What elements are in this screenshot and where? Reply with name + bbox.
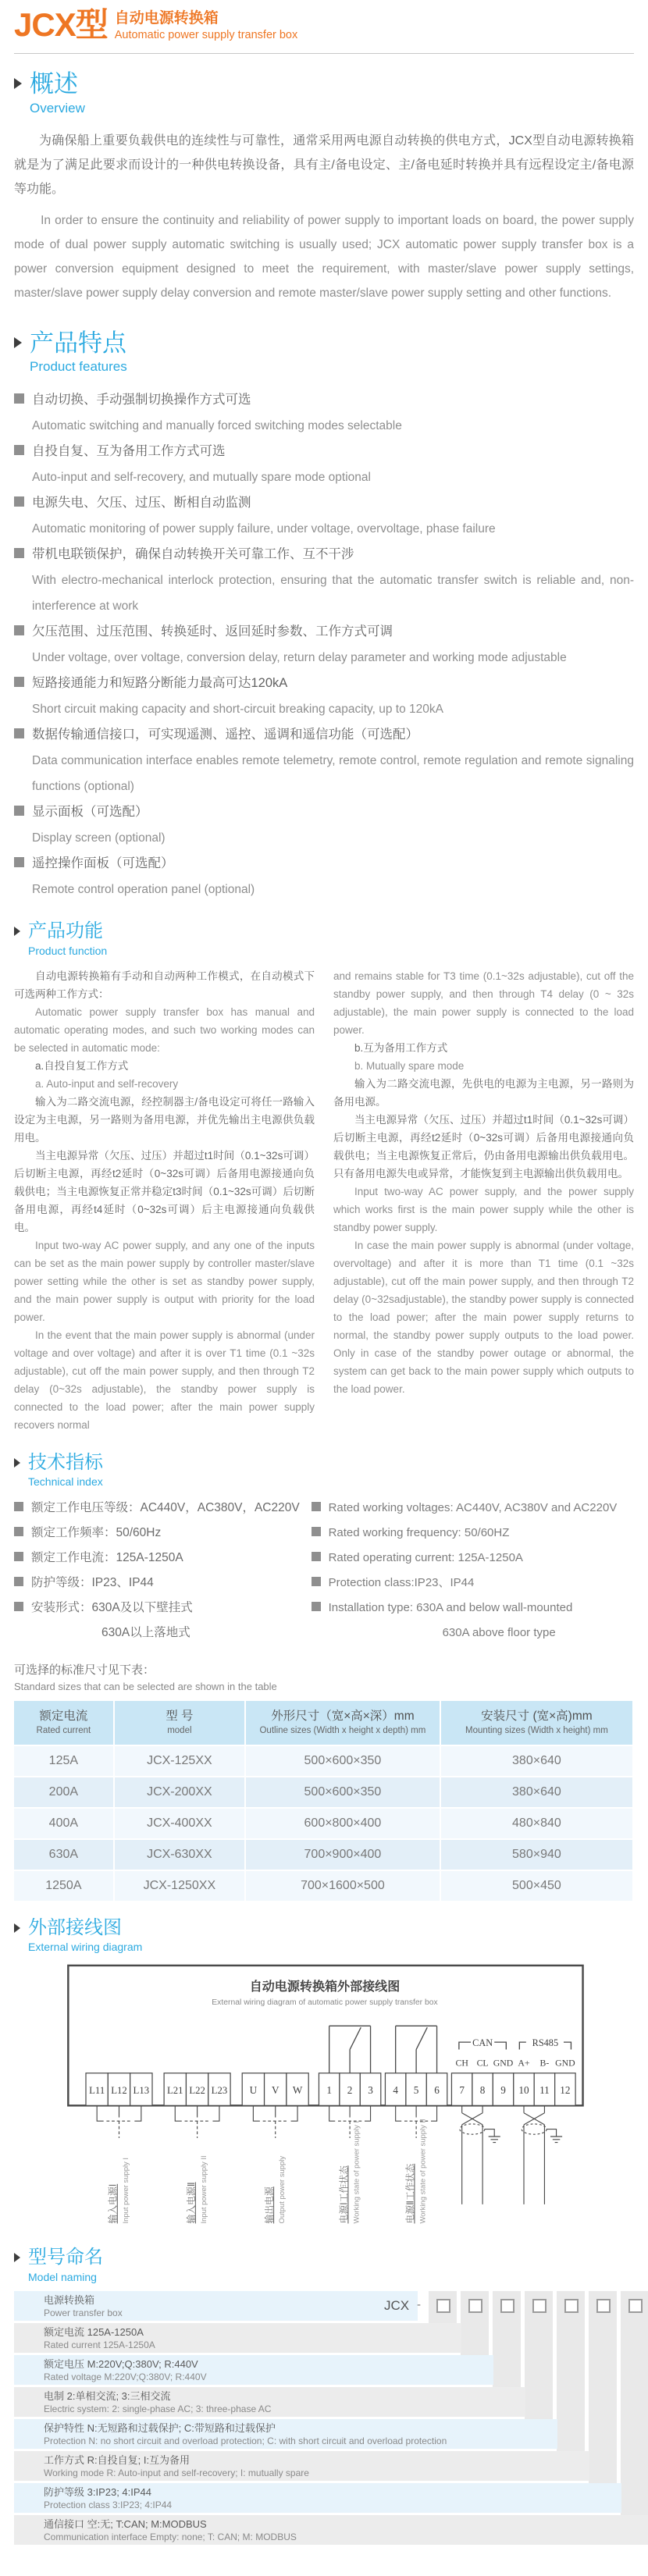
table-cell: 200A [14, 1777, 114, 1808]
technical-item: Installation type: 630A and below wall-mounted [312, 1596, 634, 1621]
terminal-label: L11 [89, 2085, 105, 2097]
features-list [14, 387, 634, 902]
terminal-label: 3 [368, 2084, 373, 2097]
technical-heading-en: Technical index [28, 1475, 103, 1489]
column-header: 外形尺寸（宽×高×深）mm Outline sizes (Width x height x depth) mm [245, 1701, 440, 1745]
section-marker-icon [14, 337, 22, 348]
pin-label: CL [476, 2057, 489, 2069]
table-row [14, 1870, 633, 1902]
terminal-label: U [249, 2084, 258, 2097]
wiring-heading-en: External wiring diagram [28, 1941, 143, 1954]
pin-label: B- [539, 2057, 550, 2069]
function-heading [14, 921, 634, 956]
section-sizes [14, 1661, 634, 1902]
feature-item-cn: 遥控操作面板（可选配） [14, 851, 634, 877]
technical-heading [14, 1453, 634, 1488]
brand-titles [115, 10, 298, 41]
section-marker-icon [14, 78, 22, 89]
sizes-intro-en: Standard sizes that can be selected are shown in the table [14, 1681, 277, 1693]
features-heading [14, 330, 634, 375]
section-naming [14, 2247, 634, 2544]
model-code-box [500, 2299, 514, 2313]
table-cell: 500×450 [440, 1870, 633, 1902]
feature-item-en: Auto-input and self-recovery, and mutually spare mode optional [32, 471, 371, 485]
function-paragraph: Input two-way AC power supply, and any one of the inputs can be set as the main power supply by controller master/slave power setting while the other is set as standby power supply, and the main power supply is output with priority for the load power. [14, 1239, 315, 1323]
terminal-label: 9 [500, 2084, 506, 2097]
function-paragraph: 当主电源异常（欠压、过压）并超过t1时间（0.1~32s可调）后切断主电源，再经t2延时（0~32s可调）后备用电源接通向负载供电；当主电源恢复正常并稳定t3时间（0.1~32s可调）后切断备用电源，再经t4延时（0~32s可调）后主电源接通向负载供电。 [14, 1149, 315, 1233]
section-features [14, 330, 634, 903]
square-bullet-icon [14, 393, 24, 404]
naming-row: 工作方式 R:自投自复; I:互为备用 Working mode R: Auto-input and self-recovery; I: mutually spare [14, 2451, 589, 2481]
technical-item-continuation: 630A above floor type [442, 1626, 556, 1640]
wire-group-label-cn: 电源Ⅱ工作状态 [404, 2164, 416, 2224]
terminal-label: 6 [434, 2084, 440, 2097]
square-bullet-icon [312, 1602, 321, 1611]
square-bullet-icon [14, 625, 24, 635]
naming-heading-en: Model naming [28, 2270, 97, 2283]
group-wires-state1 [329, 2106, 371, 2139]
column-header: 型 号 model [114, 1701, 245, 1745]
wire-group-label-en: Input power supply II [199, 2155, 208, 2224]
terminal-label: 2 [347, 2084, 353, 2097]
table-row [14, 1808, 633, 1839]
naming-row: 额定电流 125A-1250A Rated current 125A-1250A [14, 2323, 461, 2353]
terminal-label: 12 [560, 2084, 571, 2097]
group-wires-input1 [97, 2106, 141, 2139]
feature-item-cn: 自动切换、手动强制切换操作方式可选 [14, 387, 634, 413]
model-code-box [564, 2299, 579, 2313]
header-divider [14, 53, 634, 54]
table-cell: JCX-400XX [114, 1808, 245, 1839]
feature-item-en: Display screen (optional) [32, 831, 166, 845]
terminal-label: L12 [111, 2085, 127, 2097]
table-row [14, 1777, 633, 1808]
feature-item-en: Under voltage, over voltage, conversion delay, return delay parameter and working mode adjustable [32, 651, 567, 665]
function-paragraph: b. Mutually spare mode [354, 1059, 465, 1072]
table-row [14, 1839, 633, 1870]
terminal-label: 8 [479, 2084, 486, 2097]
table-cell: JCX-630XX [114, 1839, 245, 1870]
feature-item-cn: 带机电联锁保护，确保自动转换开关可靠工作、互不干涉 [14, 542, 634, 568]
function-paragraph: Input two-way AC power supply, and the power supply which works first is the main power supply while the other is standby power supply. [333, 1185, 634, 1233]
section-wiring [14, 1918, 634, 2236]
table-row [14, 1745, 633, 1777]
naming-row: 电源转换箱 Power transfer box [14, 2291, 418, 2321]
twisted-pair-rs485 [522, 2106, 562, 2205]
model-code-box [628, 2299, 643, 2313]
column-header: 安装尺寸 (宽×高)mm Mounting sizes (Width x height) mm [440, 1701, 633, 1745]
sizes-table [14, 1701, 634, 1902]
square-bullet-icon [14, 1577, 23, 1586]
function-left-column [14, 967, 315, 1434]
wire-group-label-en: Output power supply [278, 2156, 287, 2224]
naming-heading [14, 2247, 634, 2282]
model-code-box [436, 2299, 450, 2313]
square-bullet-icon [14, 806, 24, 816]
square-bullet-icon [14, 1552, 23, 1561]
section-marker-icon [14, 2253, 20, 2262]
square-bullet-icon [312, 1552, 321, 1561]
function-heading-en: Product function [28, 944, 108, 957]
technical-item: Rated working voltages: AC440V, AC380V and AC220V [312, 1496, 634, 1521]
feature-item-cn: 短路接通能力和短路分断能力最高可达120kA [14, 671, 634, 696]
section-overview [14, 71, 634, 305]
pin-label: GND [493, 2057, 514, 2069]
model-code-box [532, 2299, 547, 2313]
table-cell: 700×1600×500 [245, 1870, 440, 1902]
feature-item-cn: 显示面板（可选配） [14, 799, 634, 825]
feature-item-en: With electro-mechanical interlock protection, ensuring that the automatic transfer switch is reliable and, non-interference at work [32, 574, 634, 614]
terminal-label: 1 [326, 2084, 332, 2097]
can-bus-label: CAN [472, 2037, 493, 2049]
pin-label: A+ [518, 2057, 530, 2069]
function-paragraph: a.自投自复工作方式 [35, 1059, 129, 1072]
technical-item: 安装形式：630A及以下壁挂式 [14, 1596, 301, 1621]
diagram-title-cn: 自动电源转换箱外部接线图 [249, 1980, 401, 1994]
terminal-label: 11 [539, 2084, 550, 2097]
naming-row: 额定电压 M:220V;Q:380V; R:440V Rated voltage M:220V;Q:380V; R:440V [14, 2355, 493, 2385]
feature-item-cn: 数据传输通信接口，可实现遥测、遥控、遥调和遥信功能（可选配） [14, 722, 634, 748]
technical-item-continuation: 630A以上落地式 [101, 1626, 190, 1640]
feature-item-en: Automatic switching and manually forced switching modes selectable [32, 419, 402, 433]
overview-heading-cn: 概述 [30, 69, 78, 98]
wire-group-label-en: Working state of power supply I [352, 2121, 361, 2224]
rs485-bus-label: RS485 [532, 2037, 559, 2049]
table-cell: 400A [14, 1808, 114, 1839]
group-wires-output [253, 2106, 297, 2139]
wiring-diagram-svg [59, 1961, 590, 2233]
square-bullet-icon [14, 677, 24, 687]
table-cell: 630A [14, 1839, 114, 1870]
function-paragraph: 自动电源转换箱有手动和自动两种工作模式，在自动模式下可选两种工作方式： [14, 970, 315, 1000]
naming-strip [621, 2291, 648, 2545]
wire-group-label-cn: 电源Ⅰ工作状态 [338, 2165, 350, 2224]
feature-item-en: Short circuit making capacity and short-circuit breaking capacity, up to 120kA [32, 703, 443, 717]
technical-item: 额定工作频率：50/60Hz [14, 1521, 301, 1546]
feature-item-en: Data communication interface enables remote telemetry, remote control, remote regulation and remote signaling functions (optional) [32, 754, 634, 794]
feature-item-cn: 自投自复、互为备用工作方式可选 [14, 439, 634, 464]
function-paragraph: a. Auto-input and self-recovery [35, 1077, 179, 1090]
technical-left-column [14, 1496, 301, 1646]
overview-heading-en: Overview [30, 100, 85, 116]
wire-group-label-cn: 输入电源Ⅰ [107, 2184, 119, 2224]
function-paragraph: 输入为二路交流电源，经控制器主/备电设定可将任一路输入设定为主电源，另一路则为备用电源，并优先输出主电源供负载用电。 [14, 1095, 315, 1144]
column-header: 额定电流 Rated current [14, 1701, 114, 1745]
terminal-label: L13 [133, 2085, 150, 2097]
table-cell: JCX-1250XX [114, 1870, 245, 1902]
technical-item: 额定工作电流：125A-1250A [14, 1546, 301, 1571]
function-paragraph: Automatic power supply transfer box has manual and automatic operating modes, and such two working modes can be selected in automatic mode: [14, 1005, 315, 1054]
features-heading-cn: 产品特点 [30, 329, 126, 357]
pin-label: CH [455, 2057, 468, 2069]
terminal-label: V [271, 2084, 279, 2097]
feature-item-en: Automatic monitoring of power supply failure, under voltage, overvoltage, phase failure [32, 522, 496, 536]
technical-columns [14, 1496, 634, 1646]
wire-group-label-en: Input power supply I [121, 2158, 130, 2224]
product-title-en: Automatic power supply transfer box [114, 28, 298, 41]
technical-right-column [312, 1496, 634, 1646]
table-cell: 380×640 [440, 1777, 633, 1808]
feature-item-cn: 欠压范围、过压范围、转换延时、返回延时参数、工作方式可调 [14, 619, 634, 645]
table-cell: 125A [14, 1745, 114, 1777]
square-bullet-icon [14, 1527, 23, 1536]
table-cell: JCX-200XX [114, 1777, 245, 1808]
terminal-label: L21 [167, 2085, 183, 2097]
table-cell: 500×600×350 [245, 1745, 440, 1777]
brand-header [14, 0, 634, 41]
technical-item: Rated operating current: 125A-1250A [312, 1546, 634, 1571]
twisted-pair-can [460, 2106, 500, 2205]
model-prefix: JCX [384, 2297, 410, 2313]
square-bullet-icon [14, 445, 24, 455]
overview-heading [14, 71, 634, 116]
terminal-label: L22 [189, 2085, 205, 2097]
wiring-diagram [59, 1961, 634, 2236]
naming-row: 保护特性 N:无短路和过载保护; C:带短路和过载保护 Protection N: no short circuit and overload protection; C: with short circuit and overload protection [14, 2419, 557, 2449]
function-paragraph: In the event that the main power supply is abnormal (under voltage and over voltage) and after it is over T1 time (0.1 ~32s adjustable), cut off the main power supply, and then through T2 delay (0~32s adjustable), the standby power supply is connected to the load power; after the main power supply recovers normal [14, 1329, 315, 1431]
square-bullet-icon [14, 1602, 23, 1611]
table-cell: 600×800×400 [245, 1808, 440, 1839]
model-code-box [596, 2299, 611, 2313]
terminal-label: W [292, 2084, 303, 2097]
terminal-label: 7 [459, 2084, 465, 2097]
table-cell: 500×600×350 [245, 1777, 440, 1808]
table-cell: 700×900×400 [245, 1839, 440, 1870]
naming-strip [589, 2291, 617, 2513]
square-bullet-icon [14, 496, 24, 507]
table-cell: 580×940 [440, 1839, 633, 1870]
section-function [14, 921, 634, 1433]
overview-paragraph-cn: 为确保船上重要负载供电的连续性与可靠性，通常采用两电源自动转换的供电方式，JCX型自动电源转换箱就是为了满足此要求而设计的一种供电转换设备，具有主/备电设定、主/备电延时转换并具有远程设定主/备电源等功能。 [14, 133, 634, 196]
feature-item-en: Remote control operation panel (optional) [32, 883, 255, 897]
square-bullet-icon [14, 1502, 23, 1511]
naming-row: 防护等级 3:IP23; 4:IP44 Protection class 3:IP23; 4:IP44 [14, 2483, 621, 2513]
table-cell: JCX-125XX [114, 1745, 245, 1777]
product-model: JCX型 [14, 6, 108, 43]
overview-paragraph-en: In order to ensure the continuity and reliability of power supply to important loads on board, the power supply mode of dual power supply automatic switching is usually used; JCX automatic power supply transfer box is a power conversion equipment designed to meet the requirement, with master/slave power supply settings, master/slave power supply delay conversion and remote master/slave power supply setting and other functions. [14, 213, 634, 300]
terminal-label: L23 [211, 2085, 228, 2097]
sizes-intro-cn: 可选择的标准尺寸见下表： [14, 1663, 155, 1678]
wire-group-label-cn: 输入电源Ⅱ [185, 2182, 197, 2224]
terminal-label: 4 [393, 2084, 398, 2097]
product-title-cn: 自动电源转换箱 [114, 10, 219, 27]
model-code-box [468, 2299, 482, 2313]
sizes-table-header-row [14, 1701, 633, 1745]
wire-group-label-cn: 输出电源 [263, 2186, 275, 2224]
model-dash: - [417, 2297, 421, 2311]
function-right-column [333, 967, 634, 1434]
wiring-heading [14, 1918, 634, 1953]
terminal-label: 5 [413, 2084, 419, 2097]
section-marker-icon [14, 1923, 20, 1933]
section-marker-icon [14, 927, 20, 936]
function-columns [14, 967, 634, 1434]
model-naming-diagram [14, 2291, 648, 2545]
technical-item: 额定工作电压等级：AC440V，AC380V，AC220V [14, 1496, 301, 1521]
table-cell: 1250A [14, 1870, 114, 1902]
technical-item: Protection class:IP23、IP44 [312, 1571, 634, 1596]
naming-row: 电制 2:单相交流; 3:三相交流 Electric system: 2: single-phase AC; 3: three-phase AC [14, 2387, 525, 2417]
naming-heading-cn: 型号命名 [28, 2247, 103, 2268]
function-paragraph: b.互为备用工作方式 [354, 1041, 448, 1054]
function-paragraph: 当主电源异常（欠压、过压）并超过t1时间（0.1~32s可调）后切断主电源，再经t2延时（0~32s可调）后备用电源接通向负载供电；当主电源恢复正常后，仍由备用电源输出供负载用电。只有备用电源失电或异常，才能恢复到主电源输出供负载用电。 [333, 1113, 634, 1179]
function-heading-cn: 产品功能 [28, 920, 103, 942]
naming-row: 通信接口 空:无; T:CAN; M:MODBUS Communication interface Empty: none; T: CAN; M: MODBUS [14, 2515, 648, 2545]
feature-item-cn: 电源失电、欠压、过压、断相自动监测 [14, 490, 634, 516]
technical-heading-cn: 技术指标 [28, 1451, 103, 1473]
technical-item: Rated working frequency: 50/60HZ [312, 1521, 634, 1546]
square-bullet-icon [14, 857, 24, 867]
function-paragraph: In case the main power supply is abnormal (under voltage, overvoltage) and after it is more than T1 time (0.1 ~32s adjustable), cut off the main power supply, and then through T2 delay (0~32sadjustable), the standby power supply is connected to the load power; after the main power supply returns to normal, the standby power supply outputs to the load power. Only in case of the standby power outage or abnormal, the system can get back to the main power supply which outputs to the load power. [333, 1239, 634, 1395]
section-technical [14, 1453, 634, 1646]
diagram-title-en: External wiring diagram of automatic power supply transfer box [212, 1998, 438, 2008]
wiring-heading-cn: 外部接线图 [28, 1917, 122, 1939]
function-paragraph: and remains stable for T3 time (0.1~32s adjustable), cut off the standby power supply, and then through T4 delay (0 ~ 32s adjustable), the main power supply is connected to the load power. [333, 970, 634, 1036]
function-paragraph: 输入为二路交流电源，先供电的电源为主电源，另一路则为备用电源。 [333, 1077, 634, 1108]
pin-label: GND [555, 2057, 575, 2069]
features-heading-en: Product features [30, 359, 127, 375]
group-wires-input2 [175, 2106, 219, 2139]
square-bullet-icon [14, 548, 24, 558]
square-bullet-icon [312, 1527, 321, 1536]
group-wires-state2 [396, 2106, 437, 2139]
technical-item: 防护等级：IP23、IP44 [14, 1571, 301, 1596]
square-bullet-icon [312, 1502, 321, 1511]
square-bullet-icon [312, 1577, 321, 1586]
table-cell: 480×840 [440, 1808, 633, 1839]
terminal-label: 10 [518, 2084, 529, 2097]
section-marker-icon [14, 1458, 20, 1468]
table-cell: 380×640 [440, 1745, 633, 1777]
square-bullet-icon [14, 728, 24, 738]
wire-group-label-en: Working state of power supply II [418, 2119, 428, 2224]
